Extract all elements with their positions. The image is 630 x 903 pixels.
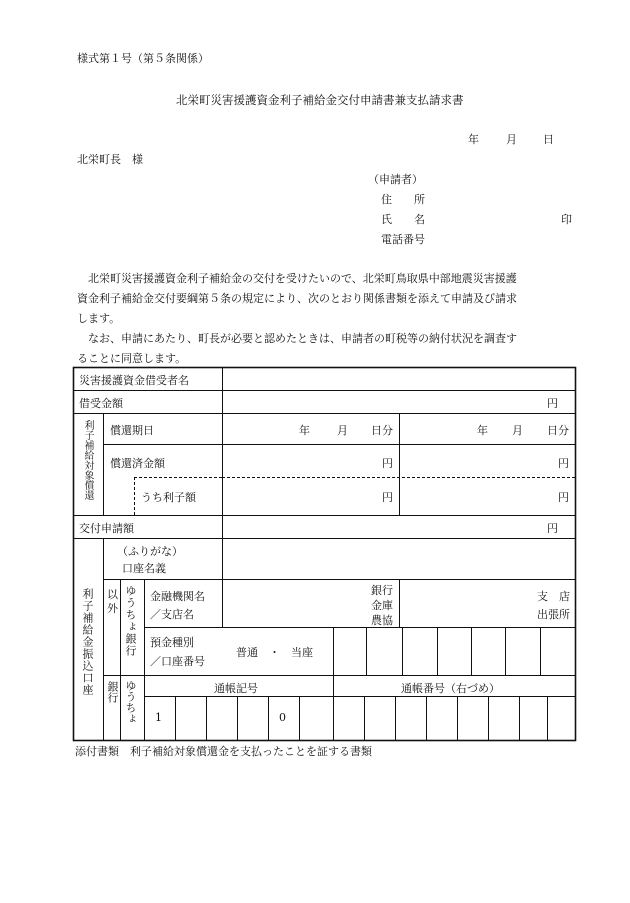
office-type: 出張所 bbox=[537, 608, 570, 621]
yucho-bank-label: ゆうちょ銀行 bbox=[124, 585, 137, 657]
repay-day-2: 日分 bbox=[547, 424, 569, 437]
except-label-1: 以 bbox=[107, 588, 118, 601]
date-day: 日 bbox=[543, 133, 554, 146]
seal-mark: 印 bbox=[561, 213, 572, 226]
interest-label: うち利子額 bbox=[141, 491, 196, 504]
applicant-heading: （申請者） bbox=[368, 173, 423, 186]
deposit-type-label: 預金種別 bbox=[150, 636, 194, 649]
document-title: 北栄町災害援護資金利子補給金交付申請書兼支払請求書 bbox=[176, 93, 464, 107]
yucho-bank-label-2: 銀行 bbox=[106, 681, 119, 703]
repaid-yen-1: 円 bbox=[382, 457, 393, 470]
deposit-types[interactable]: 普通 ・ 当座 bbox=[236, 646, 313, 659]
account-name-label: 口座名義 bbox=[122, 562, 166, 575]
account-no-label: ／口座番号 bbox=[150, 655, 205, 668]
body-para1-line1: 北栄町災害援護資金利子補給金の交付を受けたいので、北栄町鳥取県中部地震災害援護 bbox=[88, 272, 517, 285]
name-label: 氏 名 bbox=[381, 213, 425, 226]
passbook-number-label: 通帳番号（右づめ） bbox=[401, 682, 500, 695]
attachments-note: 添付書類 利子補給対象償還金を支払ったことを証する書類 bbox=[75, 745, 372, 758]
passbook-code-digit-first: 1 bbox=[155, 711, 162, 724]
branch-type: 支 店 bbox=[537, 590, 570, 603]
address-label: 住 所 bbox=[381, 193, 425, 206]
passbook-code-digit-last: 0 bbox=[279, 711, 286, 724]
loan-amount-yen: 円 bbox=[547, 397, 558, 410]
loan-amount-label: 借受金額 bbox=[79, 397, 123, 410]
borrower-label: 災害援護資金借受者名 bbox=[79, 374, 189, 387]
branch-label: ／支店名 bbox=[150, 608, 194, 621]
date-month: 月 bbox=[506, 133, 517, 146]
repay-day-1: 日分 bbox=[371, 424, 393, 437]
body-para2-line1: なお、申請にあたり、町長が必要と認めたときは、申請者の町税等の納付状況を調査す bbox=[88, 332, 517, 345]
repaid-amount-label: 償還済金額 bbox=[110, 457, 165, 470]
form-number: 様式第１号（第５条関係） bbox=[77, 52, 209, 65]
repaid-yen-2: 円 bbox=[558, 457, 569, 470]
body-para2-line2: ることに同意します。 bbox=[77, 352, 187, 365]
body-para1-line3: します。 bbox=[77, 312, 121, 325]
nokyo-type: 農協 bbox=[371, 614, 393, 627]
grant-amount-yen: 円 bbox=[547, 522, 558, 535]
yucho-label-2: ゆうちょ bbox=[124, 680, 137, 724]
repay-month-1: 月 bbox=[337, 424, 348, 437]
bank-type: 銀行 bbox=[371, 584, 393, 597]
interest-yen-1: 円 bbox=[382, 491, 393, 504]
grant-amount-label: 交付申請額 bbox=[79, 522, 134, 535]
addressee: 北栄町長 様 bbox=[77, 153, 143, 166]
date-year: 年 bbox=[468, 133, 479, 146]
repay-year-1: 年 bbox=[299, 424, 310, 437]
institution-label: 金融機関名 bbox=[150, 590, 205, 603]
borrower-field[interactable] bbox=[223, 369, 575, 390]
body-para1-line2: 資金利子補給金交付要綱第５条の規定により、次のとおり関係書類を添えて申請及び請求 bbox=[77, 292, 517, 305]
account-section-label: 利子補給金振込口座 bbox=[81, 588, 94, 696]
phone-label: 電話番号 bbox=[381, 233, 425, 246]
repay-month-2: 月 bbox=[512, 424, 523, 437]
shinkin-type: 金庫 bbox=[371, 599, 393, 612]
repay-date-label: 償還期日 bbox=[110, 424, 154, 437]
except-label-2: 外 bbox=[107, 602, 118, 615]
repay-year-2: 年 bbox=[477, 424, 488, 437]
passbook-code-label: 通帳記号 bbox=[214, 682, 258, 695]
interest-yen-2: 円 bbox=[558, 491, 569, 504]
furigana-label: （ふりがな） bbox=[117, 545, 183, 558]
subsidy-target-label: 利子補給対象償還 bbox=[82, 420, 93, 500]
